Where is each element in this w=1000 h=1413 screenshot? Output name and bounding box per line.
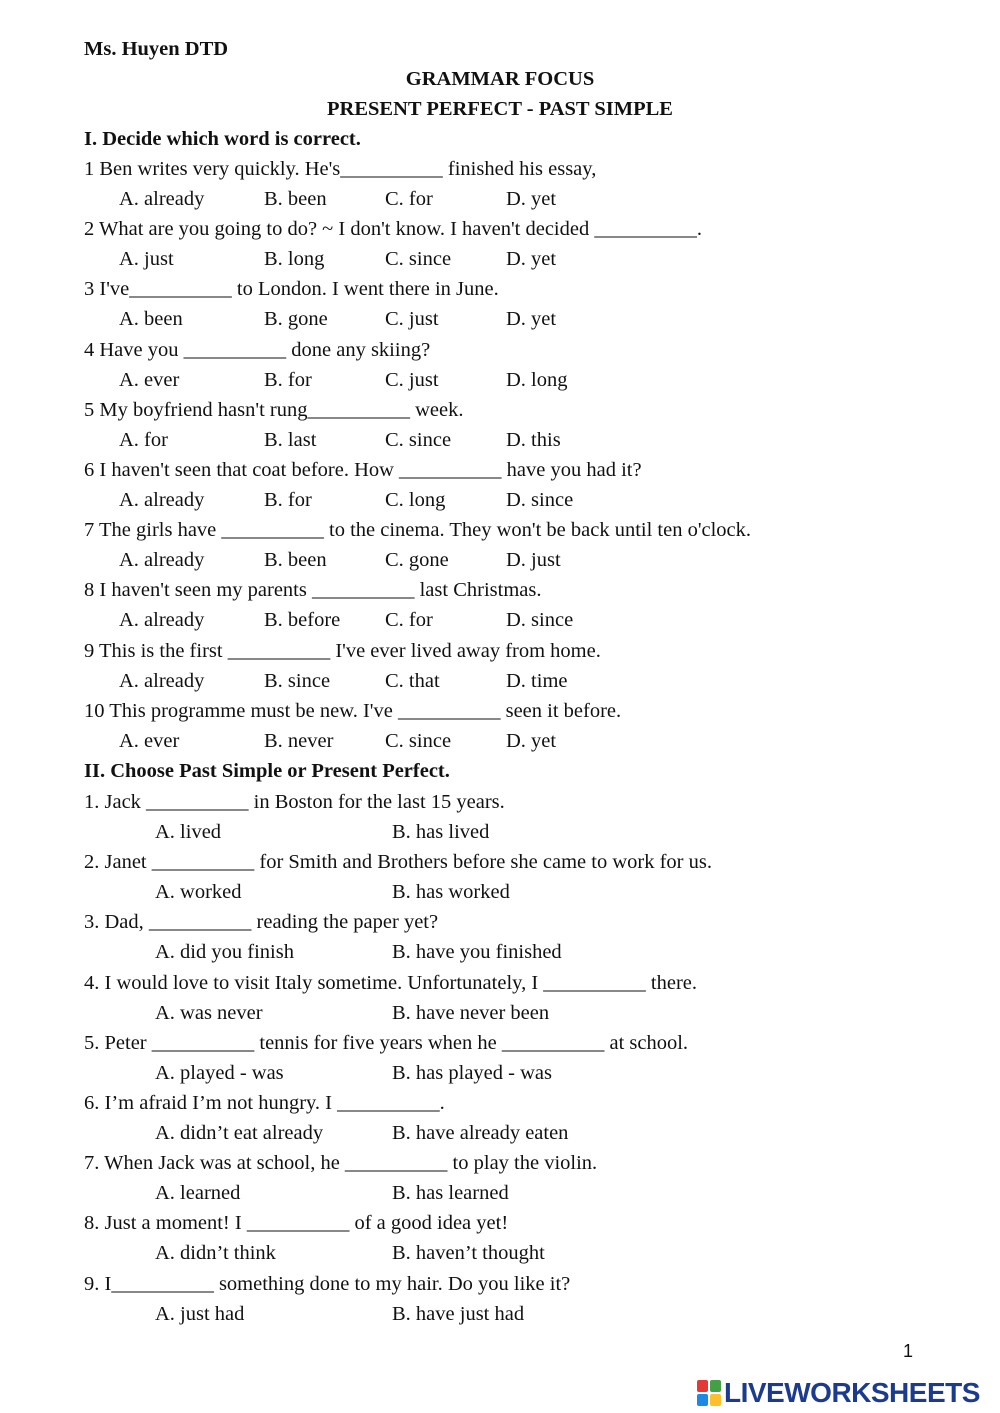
answer-option: A. played - was xyxy=(155,1061,284,1084)
answer-option: C. gone xyxy=(385,549,449,572)
question-text: 9. I__________ something done to my hair. Do you like it? xyxy=(84,1272,571,1295)
answer-option: D. yet xyxy=(506,308,557,331)
answer-option: B. haven’t thought xyxy=(392,1242,545,1265)
answer-option: A. already xyxy=(119,188,205,210)
question-text: 8. Just a moment! I __________ of a good idea yet! xyxy=(84,1212,509,1235)
answer-option: D. since xyxy=(506,489,574,511)
question-text: 7 The girls have __________ to the cinema. They won't be back until ten o'clock. xyxy=(84,519,752,542)
author-name: Ms. Huyen DTD xyxy=(84,38,229,60)
answer-option: D. this xyxy=(506,428,561,451)
page-title: GRAMMAR FOCUS xyxy=(405,68,595,90)
question-text: 1 Ben writes very quickly. He's__________ finished his essay, xyxy=(84,158,597,180)
answer-option: A. already xyxy=(119,609,205,632)
question-text: 6 I haven't seen that coat before. How __________ have you had it? xyxy=(84,459,642,481)
section-1-heading: I. Decide which word is correct. xyxy=(84,128,361,150)
answer-option: B. have already eaten xyxy=(392,1122,569,1144)
question-text: 5. Peter __________ tennis for five years when he __________ at school. xyxy=(84,1031,689,1054)
answer-option: B. for xyxy=(264,489,312,511)
page-number: 1 xyxy=(903,1341,914,1361)
answer-option: A. worked xyxy=(155,881,242,904)
answer-option: C. since xyxy=(385,729,452,752)
answer-option: B. has learned xyxy=(392,1182,509,1205)
question-text: 4 Have you __________ done any skiing? xyxy=(84,338,431,361)
answer-option: A. been xyxy=(119,308,183,331)
brand-name: LIVEWORKSHEETS xyxy=(724,1377,980,1408)
question-text: 6. I’m afraid I’m not hungry. I __________. xyxy=(84,1092,445,1114)
answer-option: B. has worked xyxy=(392,881,510,904)
question-text: 3. Dad, __________ reading the paper yet? xyxy=(84,911,439,934)
answer-option: A. already xyxy=(119,489,205,511)
logo-icon xyxy=(697,1380,721,1406)
answer-option: A. just had xyxy=(155,1302,245,1325)
question-text: 3 I've__________ to London. I went there in June. xyxy=(84,278,499,301)
answer-option: C. since xyxy=(385,428,452,451)
answer-option: B. been xyxy=(264,549,327,572)
answer-option: B. long xyxy=(264,248,325,271)
question-text: 4. I would love to visit Italy sometime. Unfortunately, I __________ there. xyxy=(84,971,697,994)
answer-option: D. yet xyxy=(506,188,557,210)
question-text: 8 I haven't seen my parents __________ last Christmas. xyxy=(84,579,542,602)
answer-option: A. was never xyxy=(155,1001,263,1024)
answer-option: D. yet xyxy=(506,248,557,271)
answer-option: D. long xyxy=(506,368,568,391)
answer-option: B. since xyxy=(264,669,331,692)
answer-option: A. already xyxy=(119,549,205,572)
answer-option: D. since xyxy=(506,609,574,632)
answer-option: C. since xyxy=(385,248,452,271)
answer-option: C. for xyxy=(385,188,433,210)
answer-option: B. been xyxy=(264,188,327,210)
page-subtitle: PRESENT PERFECT - PAST SIMPLE xyxy=(327,98,673,120)
answer-option: A. just xyxy=(119,248,174,271)
answer-option: A. lived xyxy=(155,821,222,843)
question-text: 9 This is the first __________ I've ever lived away from home. xyxy=(84,639,601,662)
question-text: 1. Jack __________ in Boston for the last 15 years. xyxy=(84,791,505,813)
question-text: 2 What are you going to do? ~ I don't know. I haven't decided __________. xyxy=(84,218,702,241)
answer-option: A. ever xyxy=(119,368,180,391)
answer-option: B. have you finished xyxy=(392,941,562,964)
liveworksheets-logo xyxy=(697,1376,980,1410)
answer-option: A. ever xyxy=(119,729,180,752)
question-text: 10 This programme must be new. I've __________ seen it before. xyxy=(84,699,622,722)
question-text: 2. Janet __________ for Smith and Brothers before she came to work for us. xyxy=(84,851,712,874)
section-2-heading: II. Choose Past Simple or Present Perfect. xyxy=(84,760,450,782)
answer-option: C. long xyxy=(385,489,446,511)
answer-option: C. just xyxy=(385,308,439,331)
answer-option: B. never xyxy=(264,729,334,752)
answer-option: A. did you finish xyxy=(155,941,294,964)
answer-option: C. for xyxy=(385,609,433,632)
answer-option: C. just xyxy=(385,368,439,391)
answer-option: D. just xyxy=(506,549,561,572)
answer-option: B. last xyxy=(264,428,317,451)
answer-option: D. time xyxy=(506,669,568,692)
answer-option: B. has lived xyxy=(392,821,490,843)
answer-option: B. gone xyxy=(264,308,328,331)
answer-option: B. before xyxy=(264,609,341,632)
question-text: 5 My boyfriend hasn't rung__________ week. xyxy=(84,398,464,421)
answer-option: A. for xyxy=(119,428,168,451)
question-text: 7. When Jack was at school, he __________ to play the violin. xyxy=(84,1152,598,1175)
answer-option: C. that xyxy=(385,669,440,692)
answer-option: D. yet xyxy=(506,729,557,752)
answer-option: A. already xyxy=(119,669,205,692)
answer-option: B. for xyxy=(264,368,312,391)
answer-option: B. has played - was xyxy=(392,1061,552,1084)
answer-option: B. have just had xyxy=(392,1302,525,1325)
answer-option: A. didn’t think xyxy=(155,1242,276,1265)
answer-option: B. have never been xyxy=(392,1001,550,1024)
answer-option: A. didn’t eat already xyxy=(155,1122,324,1144)
answer-option: A. learned xyxy=(155,1182,241,1205)
